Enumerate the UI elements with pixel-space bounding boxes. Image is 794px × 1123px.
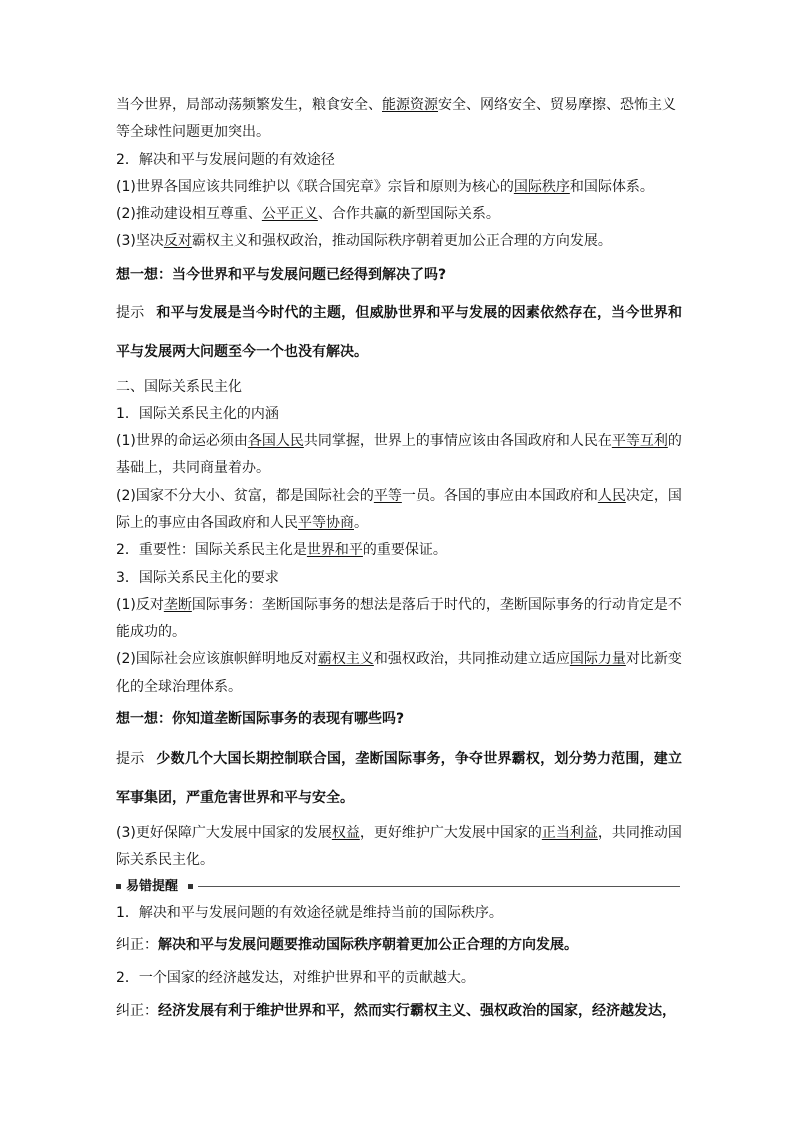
underlined-term: 正当利益 [541,825,598,841]
underlined-term: 国际秩序 [513,179,570,195]
text: 、合作共赢的新型国际关系。 [317,206,500,222]
section-title: 二、国际关系民主化 [116,379,242,395]
text: 2．重要性：国际关系民主化是 [116,542,307,558]
underlined-term: 国际力量 [569,651,626,667]
underlined-term: 霸权主义 [317,651,374,667]
list-item [116,596,682,614]
text: ，更好维护广大发展中国家的 [359,825,542,841]
tip-correction [116,936,682,954]
text: 解决和平与发展问题要推动国际秩序朝着更加公正合理的方向发展。 [158,937,578,953]
text: (2)国家不分大小、贫富，都是国际社会的 [116,488,374,504]
text: (3)坚决 [116,233,164,249]
subheading: 3．国际关系民主化的要求 [116,570,279,586]
text: ，共同推动国 [597,825,682,841]
list-item [116,178,682,196]
text: 决定，国 [625,488,682,504]
list-item [116,824,682,842]
hint-answer-line [116,304,682,322]
list-item [116,205,682,223]
text: 少数几个大国长期控制联合国，垄断国际事务，争夺世界霸权，划分势力范围，建立 [156,751,682,767]
text: 共同掌握，世界上的事情应该由各国政府和人民在 [303,433,612,449]
square-bullet-icon [116,884,121,889]
paragraph-line: 等全球性问题更加突出。 [116,124,270,140]
list-item [116,432,682,450]
text: (1)世界各国应该共同维护以《联合国宪章》宗旨和原则为核心的 [116,179,514,195]
list-item-cont: 际关系民主化。 [116,852,214,868]
text: 的 [667,433,682,449]
think-question: 想一想：你知道垄断国际事务的表现有哪些吗? [116,711,405,727]
tips-title: 易错提醒 [126,879,179,894]
underlined-term: 平等 [373,488,402,504]
text: (1)反对 [116,597,164,613]
text: 国际事务：垄断国际事务的想法是落后于时代的，垄断国际事务的行动肯定是不 [191,597,682,613]
text: 经济发展有利于维护世界和平，然而实行霸权主义、强权政治的国家，经济越发达， [158,1003,676,1019]
list-item-cont: 能成功的。 [116,624,186,640]
list-item [116,650,682,668]
subheading [116,541,682,559]
text: 。 [354,515,368,531]
text: 际上的事应由各国政府和人民 [116,515,298,531]
square-bullet-icon [188,884,193,889]
text: 对比新变 [625,651,682,667]
underlined-term: 平等协商 [298,515,354,531]
list-item [116,487,682,505]
list-item [116,232,682,250]
hint-answer-line: 军事集团，严重危害世界和平与安全。 [116,790,354,806]
text: 安全、网络安全、贸易摩擦、恐怖主义 [438,97,676,113]
text: (2)国际社会应该旗帜鲜明地反对 [116,651,318,667]
underlined-term: 人民 [597,488,626,504]
correction-label: 纠正： [116,937,158,953]
underlined-term: 反对 [163,233,192,249]
underlined-term: 各国人民 [247,433,304,449]
underlined-term: 平等互利 [611,433,668,449]
hint-label: 提示 [116,751,145,767]
hint-answer-line [116,750,682,768]
correction-label: 纠正： [116,1003,158,1019]
underlined-term: 世界和平 [306,542,363,558]
text: (1)世界的命运必须由 [116,433,248,449]
text: (3)更好保障广大发展中国家的发展 [116,825,332,841]
underlined-term: 能源资源 [382,97,438,113]
underlined-term: 垄断 [163,597,192,613]
section-heading: 2．解决和平与发展问题的有效途径 [116,152,335,168]
text: 当今世界，局部动荡频繁发生，粮食安全、 [116,97,382,113]
think-question: 想一想：当今世界和平与发展问题已经得到解决了吗? [116,267,447,283]
list-item-cont: 基础上，共同商量着办。 [116,460,270,476]
list-item-cont [116,514,682,532]
tips-header [116,879,680,895]
underlined-term: 权益 [331,825,360,841]
text: 和平与发展是当今时代的主题，但威胁世界和平与发展的因素依然存在，当今世界和 [156,305,682,321]
paragraph-line [116,96,682,114]
tip-item: 1．解决和平与发展问题的有效途径就是维持当前的国际秩序。 [116,905,503,921]
hint-answer-line: 平与发展两大问题至今一个也没有解决。 [116,344,368,360]
underlined-term: 公平正义 [261,206,318,222]
subheading: 1．国际关系民主化的内涵 [116,406,279,422]
list-item-cont: 化的全球治理体系。 [116,679,242,695]
text: 霸权主义和强权政治，推动国际秩序朝着更加公正合理的方向发展。 [191,233,612,249]
text: 一员。各国的事应由本国政府和 [401,488,598,504]
divider [198,886,680,887]
tip-correction [116,1002,682,1020]
hint-label: 提示 [116,305,145,321]
text: 和强权政治，共同推动建立适应 [373,651,570,667]
text: 的重要保证。 [362,542,447,558]
tip-item: 2．一个国家的经济越发达，对维护世界和平的贡献越大。 [116,970,475,986]
text: (2)推动建设相互尊重、 [116,206,262,222]
text: 和国际体系。 [569,179,654,195]
